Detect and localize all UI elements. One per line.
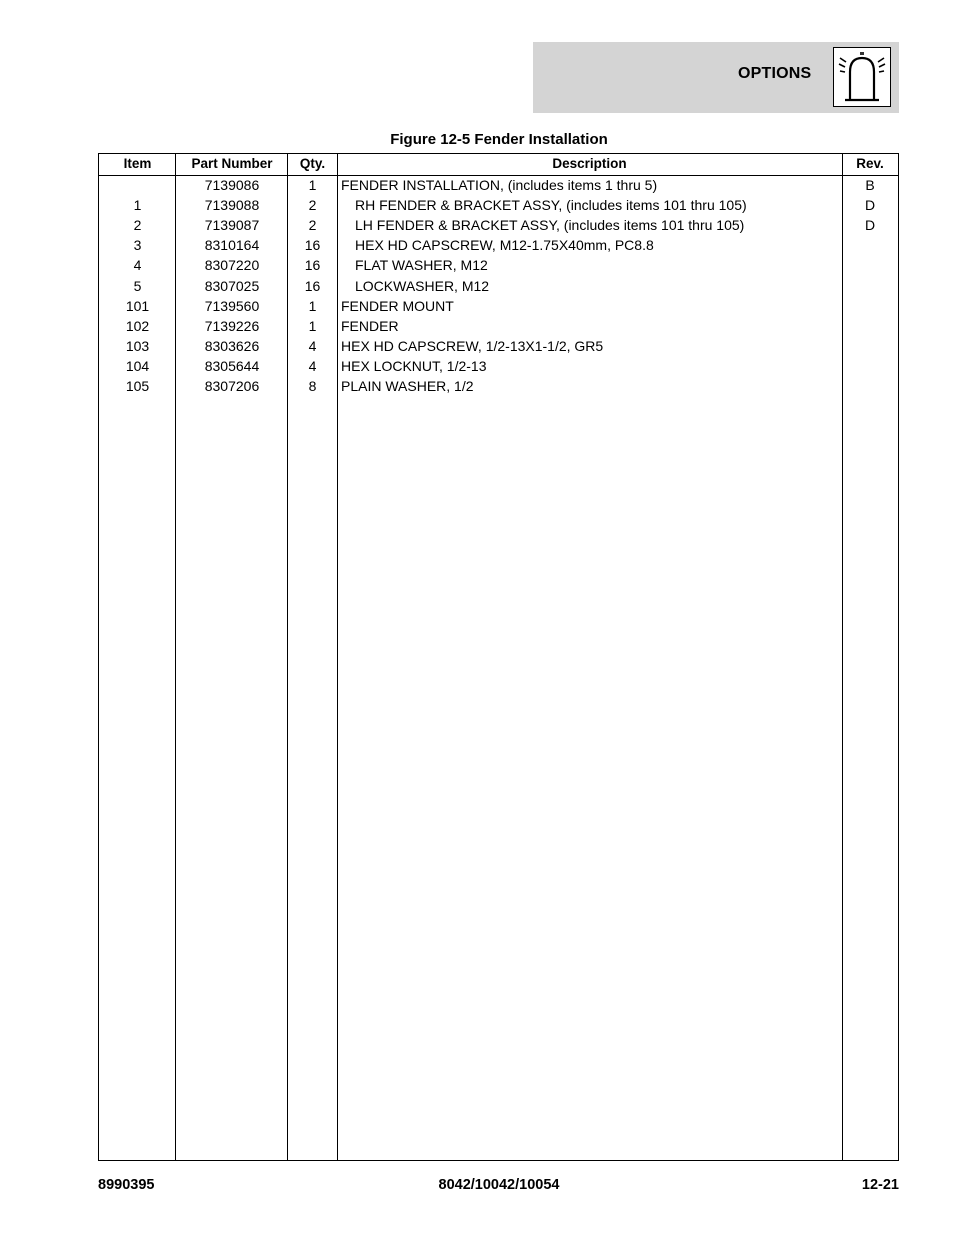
cell-revision: B xyxy=(865,177,875,193)
cell-item-number: 105 xyxy=(125,378,150,394)
column-header-part-number: Part Number xyxy=(191,156,273,171)
cell-description: FENDER MOUNT xyxy=(341,297,454,314)
table-row xyxy=(99,356,898,376)
cell-description: RH FENDER & BRACKET ASSY, (includes items 101 thru 105) xyxy=(355,197,747,214)
cell-item-number: 3 xyxy=(133,237,142,254)
table-row xyxy=(99,336,898,356)
cell-quantity: 4 xyxy=(308,357,317,374)
cell-item-number: 4 xyxy=(133,257,142,274)
cell-revision: D xyxy=(864,217,876,234)
cell-part-number: 7139087 xyxy=(204,217,260,234)
column-header-rev: Rev. xyxy=(856,156,884,171)
cell-description: FENDER xyxy=(341,317,399,334)
cell-quantity: 2 xyxy=(308,197,317,214)
cell-description: HEX LOCKNUT, 1/2-13 xyxy=(341,357,487,374)
cell-quantity: 8 xyxy=(308,378,317,394)
cell-revision: D xyxy=(864,197,876,214)
table-row xyxy=(99,316,898,336)
cell-quantity: 1 xyxy=(308,297,317,314)
table-row xyxy=(99,376,898,396)
cell-item-number: 1 xyxy=(133,197,142,214)
cell-description: HEX HD CAPSCREW, M12-1.75X40mm, PC8.8 xyxy=(355,237,654,254)
cell-item-number: 5 xyxy=(133,277,142,294)
table-row xyxy=(99,255,898,275)
cell-item-number: 102 xyxy=(125,317,150,334)
cell-part-number: 7139560 xyxy=(204,297,260,314)
model-numbers: 8042/10042/10054 xyxy=(438,1177,560,1193)
cell-quantity: 4 xyxy=(308,337,317,354)
table-row xyxy=(99,195,898,215)
cell-quantity: 1 xyxy=(308,177,317,193)
section-title: OPTIONS xyxy=(738,65,812,82)
cell-part-number: 7139088 xyxy=(204,197,260,214)
cell-part-number: 8305644 xyxy=(204,357,260,374)
cell-part-number: 8307220 xyxy=(204,257,260,274)
cell-description: FLAT WASHER, M12 xyxy=(355,257,488,274)
cell-item-number: 104 xyxy=(125,357,150,374)
cell-part-number: 7139086 xyxy=(204,177,260,193)
table-row xyxy=(99,235,898,255)
table-row xyxy=(99,215,898,235)
table-row xyxy=(99,276,898,296)
cell-description: LH FENDER & BRACKET ASSY, (includes items 101 thru 105) xyxy=(355,217,745,234)
beacon-light-icon xyxy=(833,47,891,107)
cell-part-number: 8307206 xyxy=(204,378,260,394)
document-number: 8990395 xyxy=(98,1177,155,1193)
cell-quantity: 16 xyxy=(304,257,321,274)
table-row xyxy=(99,175,898,195)
cell-quantity: 16 xyxy=(304,277,321,294)
cell-description: HEX HD CAPSCREW, 1/2-13X1-1/2, GR5 xyxy=(341,337,604,354)
cell-part-number: 7139226 xyxy=(204,317,260,334)
column-header-qty: Qty. xyxy=(299,156,326,171)
parts-table xyxy=(98,153,899,1161)
page-number: 12-21 xyxy=(861,1177,899,1193)
cell-item-number: 101 xyxy=(125,297,150,314)
cell-item-number: 2 xyxy=(133,217,142,234)
table-row xyxy=(99,296,898,316)
cell-quantity: 1 xyxy=(308,317,317,334)
cell-description: LOCKWASHER, M12 xyxy=(355,277,490,294)
cell-item-number: 103 xyxy=(125,337,150,354)
cell-quantity: 2 xyxy=(308,217,317,234)
column-header-item: Item xyxy=(123,156,152,171)
cell-quantity: 16 xyxy=(304,237,321,254)
cell-part-number: 8307025 xyxy=(204,277,260,294)
cell-part-number: 8303626 xyxy=(204,337,260,354)
figure-title: Figure 12-5 Fender Installation xyxy=(390,131,608,148)
cell-description: PLAIN WASHER, 1/2 xyxy=(341,378,474,394)
cell-part-number: 8310164 xyxy=(204,237,260,254)
column-header-description: Description xyxy=(552,156,627,171)
cell-description: FENDER INSTALLATION, (includes items 1 thru 5) xyxy=(341,177,658,193)
